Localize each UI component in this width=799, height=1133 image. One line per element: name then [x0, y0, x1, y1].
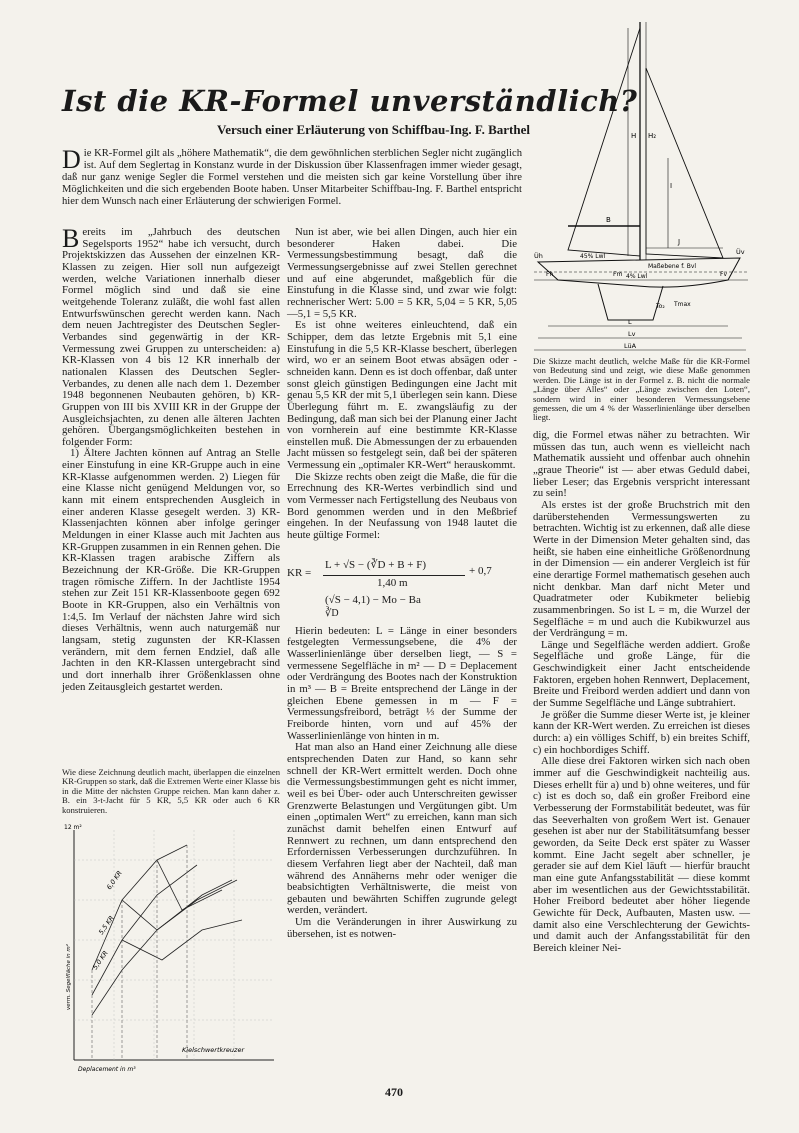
article-subtitle: Versuch einer Erläuterung von Schiffbau-Ing. F. Barthel — [217, 122, 530, 137]
boat-label-Uh: Üh — [534, 252, 543, 260]
boat-label-45-lwl: 45% Lwl — [580, 253, 606, 260]
col1-dropcap: B — [62, 224, 80, 253]
series-label-6-0: 6,0 KR — [105, 869, 124, 892]
intro-text: ie KR-Formel gilt als „höhere Mathematik“, die dem gewöhnlichen sterblichen Segler nicht zugänglich ist. Auf dem Seglertag in Konstanz wurde in der Diskussion über Klassenfragen immer wieder gesagt, daß nur ganz wenige Segler die Formel verstehen und die meisten sich gar keine Vorstellung über ihre Möglichkeiten und die sich ergebenden Boote haben. Unser Mitarbeiter Schiffbau-Ing. F. Barthel entspricht hier dem Wunsch nach einer Erläuterung der schwierigen Formel. — [62, 148, 522, 207]
col2-paragraph-6: Um die Veränderungen in ihrer Auswirkung zu übersehen, ist es notwen- — [287, 916, 517, 940]
boat-label-L: L — [628, 318, 632, 326]
boat-label-4-lwl: 4% Lwl — [626, 273, 648, 280]
boat-label-H2: H₂ — [648, 132, 657, 140]
boat-label-J: J — [678, 238, 681, 246]
kr-formula — [287, 548, 517, 619]
col3-paragraph-2: Als erstes ist der große Bruchstrich mit den darüberstehenden Vermessungswerten zu betrachten. Wichtig ist zu erkennen, daß alle diese Werte in der Dimension Meter gehalten sind, das heißt, sie haben eine einheitliche Größenordnung in der Dimension — ein anderer Vergleich ist für eine derartige Formel mathematisch gesehen auch nicht denkbar. Man darf nicht Meter und Quadratmeter oder Kubikmeter beliebig zusammenbringen. So ist L = m, die Wurzel der Segelfläche = m und auch die Kubikwurzel aus der Verdrängung = m. — [533, 498, 750, 640]
col2-paragraph-4: Hierin bedeuten: L = Länge in einer besonders festgelegten Vermessungsebene, die 4% der Wasserlinienlänge über derselben liegt, — S = vermessene Segelfläche in m² — D = Deplacement oder Verdrängung des Bootes nach der Konstruktion in m³ — B = Breite entsprechend der Länge in der gleichen Ebene gemessen in m — F = Vermessungsfreibord, beträgt ⅓ der Summe der Freiborde hinten, vorn und auf 45% der Wasserlinienlänge von hinten in m. — [287, 624, 517, 742]
series-label-5-5: 5,5 KR — [97, 914, 116, 937]
sketch-caption: Die Skizze macht deutlich, welche Maße für die KR-Formel von Bedeutung sind und zeigt, wie diese Maße genommen werden. Die Länge ist in der Formel z. B. nicht die normale „Länge über Alles“ oder „Länge zwischen den Loten“, sondern wird in einer besonderen Vermessungsebene gemessen, die um 4 % der Wasserlinienlänge über derselben liegt. — [533, 356, 750, 423]
col1-paragraph-1: ereits im „Jahrbuch des deutschen Segelsports 1952“ habe ich versucht, durch Projektskizzen das Aussehen der einzelnen KR-Klassen zu zeigen. Hier soll nun aufgezeigt werden, welche Variationen innerhalb dieser Formel möglich sind und daß sie eine weitgehende Toleranz zuläßt, die wohl fast allen Entwurfswünschen gerecht werden kann. Nach dem neuen Jachtregister des Deutschen Segler-Verbandes sind gegenwärtig in der KR-Vermessung zwei Gruppen zu unterscheiden: a) KR-Klassen von 4 bis 12 KR innerhalb der nationalen Klassen des Deutschen Segler-Verbandes, zu denen alle nach dem 1. Dezember 1948 begonnenen Neubauten gehören, b) KR-Gruppen von III bis XVIII KR in der Gruppe der Ausgleichsjachten, zu denen alle älteren Jachten gehören. Übergangsmöglichkeiten bestehen in folgender Form: — [62, 226, 280, 448]
formula-denominator: 1,40 m — [377, 576, 408, 589]
col2-paragraph-1: Nun ist aber, wie bei allen Dingen, auch hier ein besonderer Haken dabei. Die Vermessungsbestimmung besagt, daß die Vermessungsergebnisse auf zwei Stellen gerechnet und auf eine abgerundet, maßgeblich für die Einstufung in die Klasse sind, und zwar wie folgt: rechnerischer Wert: 5.00 = 5 KR, 5,04 = 5 KR, 5,05—5,1 = 5,5 KR. — [287, 226, 517, 320]
col2-paragraph-5: Hat man also an Hand einer Zeichnung alle diese entsprechenden Daten zur Hand, so kann sehr schnell der KR-Wert ermittelt werden. Doch ohne die Vermessungsbestimmungen geht es nicht immer, weil es bei Über- oder auch Unterschreiten gewisser Grenzwerte Belastungen und Vergütungen gibt. Um einen „optimalen Wert“ zu erreichen, kann man sich zunächst damit behelfen einen Entwurf auf Rennwert zu rechnen, um dann entsprechend den Erfordernissen Verbesserungen durchzuführen. In diesem Verfahren liegt aber der Nachteil, daß man während des Annäherns mehr oder weniger die beabsichtigten Verhältniswerte, die meist von gebauten und bewährten Schiffen zugrunde gelegt werden, verändert. — [287, 741, 517, 917]
graph-caption: Wie diese Zeichnung deutlich macht, überlappen die einzelnen KR-Gruppen so stark, daß die Extremen Werte einer Klasse bis in die Mitte der nächsten Gruppe reichen. Man kann daher z. B. ein 3-t-Jacht für 5 KR, 5,5 KR oder auch 6 KR konstruieren. — [62, 767, 280, 815]
boat-label-Lv: Lv — [628, 330, 636, 338]
boat-label-Tmax: Tmax — [674, 301, 691, 308]
formula-penalty-denominator: ∛D — [325, 607, 339, 619]
boat-label-massebene: Maßebene f. Bvl — [648, 263, 697, 270]
boat-measurement-sketch — [528, 18, 758, 354]
graph-y-top-label: 12 m² — [64, 824, 82, 831]
column-2 — [287, 227, 517, 940]
col3-paragraph-3: Länge und Segelfläche werden addiert. Große Segelfläche und große Länge, für die Geschwindigkeit einer Jacht entscheidende Faktoren, ergeben hohen Rennwert, Deplacement, Breite und Freibord werden addiert und dann von der Summe Segelfläche und Länge subtrahiert. — [533, 638, 750, 710]
graph-y-label: verm. Segelfläche in m² — [66, 944, 72, 1010]
boat-label-Fv: Fv — [720, 271, 728, 278]
formula-plus: + 0,7 — [469, 564, 492, 577]
column-1 — [62, 224, 280, 693]
formula-numerator: L + √S − (∛D + B + F) — [325, 558, 427, 571]
col2-paragraph-2: Es ist ohne weiteres einleuchtend, daß ein Schipper, dem das letzte Ergebnis mit 5,1 eine Einstufung in die 5,5 KR-Klasse beschert, überlegen wird, wo er an seinem Boot etwas absägen oder -schneiden kann. Denn es ist doch offenbar, daß unter sonst gleich günstigen Bedingungen eine Jacht mit genau 5,5 KR der mit 5,1 überlegen sein kann. Diese Überlegung führt m. E. zwangsläufig zu der Bedingung, daß man sich bei der Planung einer Jacht von vornherein auf eine bestimmte KR-Klasse einstellen muß. Die Abmessungen der zu erbauenden Jacht müssen so festgelegt sein, daß bei der späteren Vermessung ein „optimaler KR-Wert“ herauskommt. — [287, 319, 517, 472]
graph-corner-label: Kielschwertkreuzer — [182, 1046, 245, 1054]
boat-label-To2: To₂ — [656, 303, 665, 310]
col1-paragraph-2: 1) Ältere Jachten können auf Antrag an Stelle einer Einstufung in eine KR-Gruppe auch in eine KR-Klasse aufgenommen werden. 2) Liegen für eine Klasse nicht genügend Meldungen vor, so kann mit einem entsprechenden Ausgleich in einer anderen Klasse gesegelt werden. 3) KR-Klassenjachten können aber infolge geringer Meldungen in einer Klasse auch mit Jachten aus KR-Gruppen zusammen in ein Rennen gehen. Die KR-Klassen tragen arabische Ziffern als Bezeichnung der KR-Größe. Die KR-Gruppen tragen römische Ziffern. In der Jachtliste 1954 stehen zur Zeit 151 KR-Klassenboote gegen 692 Boote in KR-Gruppen, also ein Verhältnis von 1:4,5. Im Verlauf der nächsten Jahre wird sich dieses Verhältnis, wenn auch naturgemäß nur langsam, stetig zugunsten der KR-Klassen verändern, mit dem fernen Endziel, daß alle Jachten in den KR-Klassen untergebracht sind und dort innerhalb ihrer Größenklassen ohne jeden Zeitausgleich gestartet werden. — [62, 447, 280, 693]
col3-paragraph-1: dig, die Formel etwas näher zu betrachten. Wir müssen das tun, auch wenn es vielleicht nach Mathematik aussieht und offenbar auch ohnehin „graue Theorie“ ist — aber etwas Geduld dabei, lieber Leser; das Ergebnis verspricht interessant zu sein! — [533, 429, 750, 500]
col3-paragraph-5: Alle diese drei Faktoren wirken sich nach oben immer auf die Geschwindigkeit nachteilig aus. Dieses erhellt für a) und b) ohne weiteres, und für c) ist es doch so, daß ein großer Freibord eine Verbesserung der Formstabilität bedeutet, was für das Seeverhalten von großem Wert ist. Genauer gesehen ist aber nur der Stabilitätsumfang besser geworden, da Seite Deck erst später zu Wasser kommt. Eine Jacht segelt aber schneller, je gerader sie auf dem Kiel läuft — hierfür braucht man eine gute Anfangsstabilität — diese kommt aber im wesentlichen aus der Gewichtsstabilität. Hoher Freibord bedeutet aber höher liegende Gewichte für Deck, Aufbauten, Masten usw. — damit also eine Verschlechterung der Gewichts- und damit auch der Anfangsstabilität für den Bereich kleiner Nei- — [533, 755, 750, 954]
article-title: Ist die KR-Formel unverständlich? — [62, 84, 638, 118]
page-number: 470 — [385, 1085, 403, 1099]
intro-paragraph — [62, 145, 522, 208]
kr-overlap-graph — [62, 820, 280, 1075]
column-3 — [533, 430, 750, 955]
boat-label-LuA: LüA — [624, 342, 637, 350]
col2-paragraph-3: Die Skizze rechts oben zeigt die Maße, die für die Errechnung des KR-Wertes verbindlich sind und vom Vermesser nach Fertigstellung des Neubaus von Bord genommen werden und in den Meßbrief eingehen. In der Neufassung von 1948 lautet die heute gültige Formel: — [287, 470, 517, 542]
formula-lhs: KR = — [287, 566, 312, 579]
boat-label-Fm: Fm — [613, 271, 623, 278]
series-label-5-0: 5,0 KR — [91, 949, 110, 972]
boat-label-H: H — [631, 132, 637, 140]
boat-label-B: B — [606, 216, 611, 224]
formula-penalty: (√S − 4,1) − Mo − Ba — [325, 593, 421, 606]
boat-label-I: I — [670, 182, 673, 190]
boat-label-Uv: Üv — [736, 248, 745, 256]
graph-x-label: Deplacement in m³ — [78, 1066, 136, 1073]
boat-label-Fh: Fh — [546, 271, 554, 278]
col3-paragraph-4: Je größer die Summe dieser Werte ist, je kleiner kann der KR-Wert werden. Zu erreichen ist dieses durch: a) ein völliges Schiff, b) ein breites Schiff, c) ein hochbordiges Schiff. — [533, 708, 750, 756]
intro-dropcap: D — [62, 145, 81, 174]
